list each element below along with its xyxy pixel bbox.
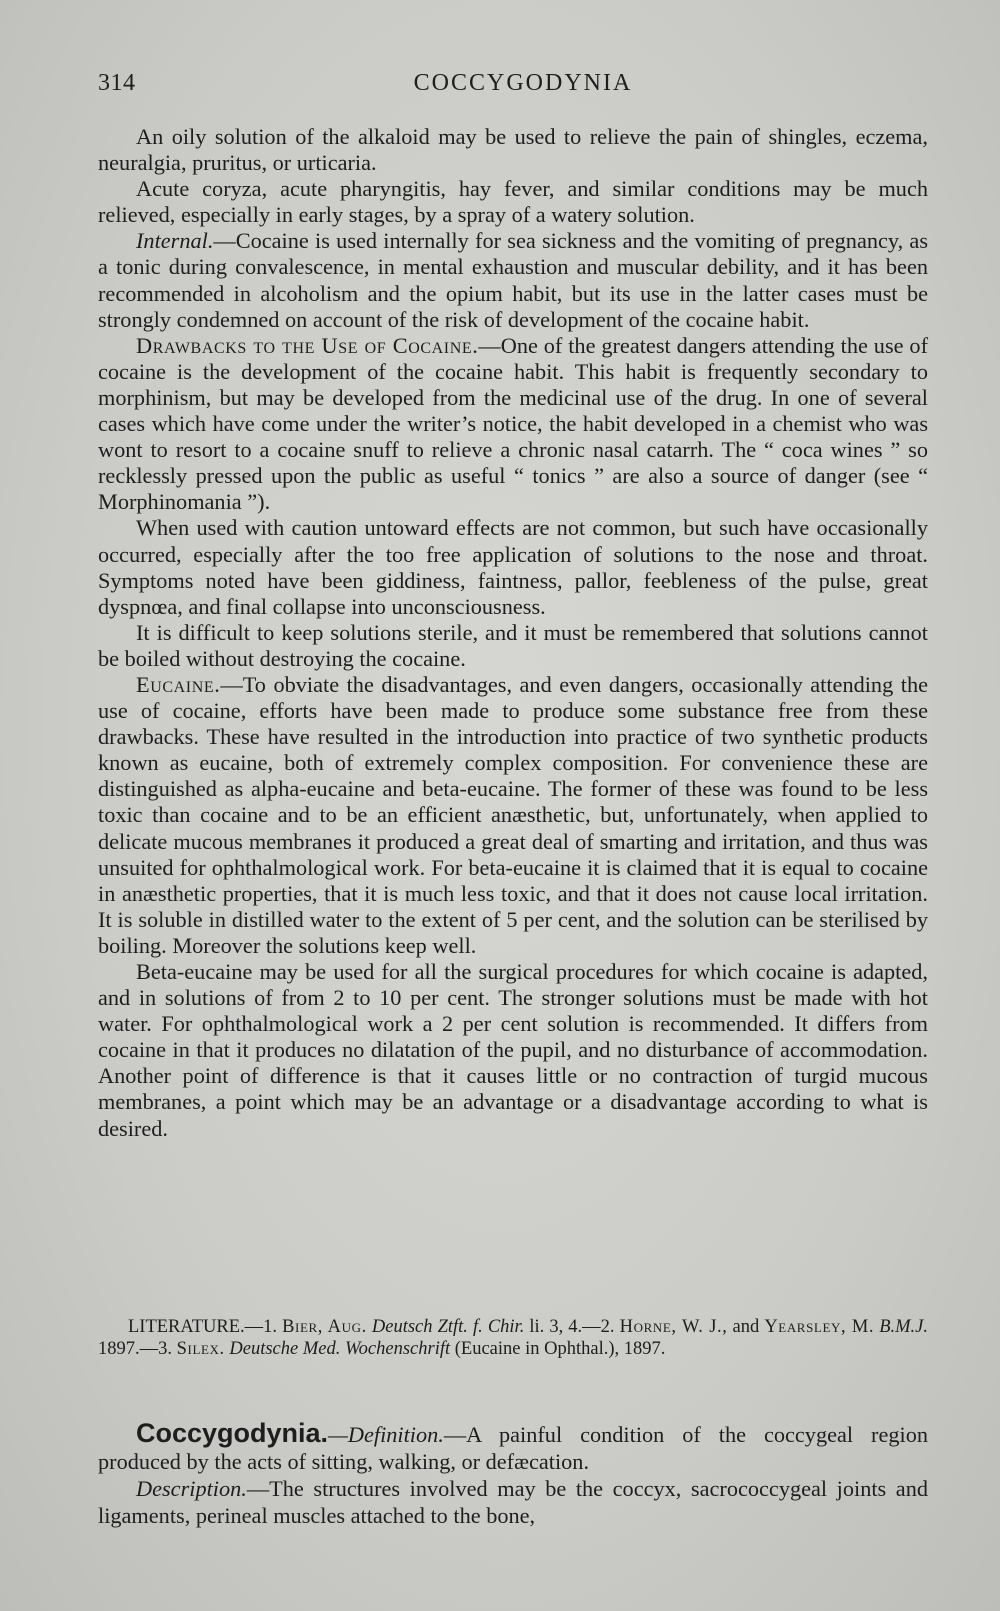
paragraph-sterile: It is difficult to keep solutions sterile, and it must be remembered that solutions cannot be boiled without destroying the cocaine. [98, 619, 928, 671]
literature-label: LITERATURE. [128, 1317, 245, 1337]
paragraph-ointment: An oily solution of the alkaloid may be used to relieve the pain of shingles, eczema, neuralgia, pruritus, or urticaria. [98, 124, 928, 176]
paragraph-untoward-effects: When used with caution untoward effects are not common, but such have occasionally occurred, especially after the too free application of solutions to the nose and throat. Symptoms noted have been giddiness, faintness, pallor, feebleness of the pulse, great dyspnœa, and final collapse into unconsciousness. [98, 515, 928, 619]
entry-coccygodynia [98, 1420, 928, 1529]
page-number: 314 [98, 70, 136, 96]
paragraph-internal: Internal.—Cocaine is used internally for sea sickness and the vomiting of pregnancy, as a tonic during convalescence, in mental exhaustion and muscular debility, and it has been recommended in alcoholism and the opium habit, but its use in the latter cases must be strongly condemned on account of the risk of development of the cocaine habit. [98, 228, 928, 332]
running-title: COCCYGODYNIA [413, 70, 633, 96]
paragraph-spray: Acute coryza, acute pharyngitis, hay fever, and similar conditions may be much relieved, especially in early stages, by a spray of a watery solution. [98, 176, 928, 228]
subheading-internal: Internal. [136, 228, 214, 254]
entry-description: Description.—The structures involved may be the coccyx, sacrococcygeal joints and ligaments, perineal muscles attached to the bone, [98, 1476, 928, 1528]
paragraph-drawbacks: Drawbacks to the Use of Cocaine.—One of the greatest dangers attending the use of cocaine is the development of the cocaine habit. This habit is frequently secondary to morphinism, but may be developed from the medicinal use of the drug. In one of several cases which have come under the writer’s notice, the habit developed in a chemist who was wont to resort to a cocaine snuff to relieve a chronic nasal catarrh. The “ coca wines ” so recklessly pressed upon the public as useful “ tonics ” are also a source of danger (see “ Morphinomania ”). [98, 332, 928, 515]
page-header [98, 70, 928, 110]
subheading-drawbacks: Drawbacks to the Use of Cocaine. [136, 332, 479, 358]
subheading-eucaine: Eucaine. [136, 671, 221, 697]
main-text [98, 124, 928, 1142]
entry-definition: Coccygodynia.—Definition.—A painful condition of the coccygeal region produced by the acts of sitting, walking, or defæcation. [98, 1418, 928, 1474]
paragraph-beta-eucaine: Beta-eucaine may be used for all the surgical procedures for which cocaine is adapted, and in solutions of from 2 to 10 per cent. The stronger solutions must be made with hot water. For ophthalmological work a 2 per cent solution is recommended. It differs from cocaine in that it produces no dilatation of the pupil, and no disturbance of accommodation. Another point of difference is that it causes little or no contraction of turgid mucous membranes, a point which may be an advantage or a disadvantage according to what is desired. [98, 959, 928, 1141]
entry-headword: Coccygodynia. [136, 1418, 329, 1448]
subheading-definition: —Definition. [328, 1422, 444, 1447]
literature-references: LITERATURE.—1. Bier, Aug. Deutsch Ztft. f. Chir. li. 3, 4.—2. Horne, W. J., and Yearsley, M. B.M.J. 1897.—3. Silex. Deutsche Med. Wochenschrift (Eucaine in Ophthal.), 1897. [98, 1317, 929, 1359]
paragraph-eucaine: Eucaine.—To obviate the disadvantages, and even dangers, occasionally attending the use of cocaine, efforts have been made to produce some substance free from these drawbacks. These have resulted in the introduction into practice of two synthetic products known as eucaine, both of extremely complex composition. For convenience these are distinguished as alpha-eucaine and beta-eucaine. The former of these was found to be less toxic than cocaine and to be an efficient anæsthetic, but, unfortunately, when applied to delicate mucous membranes it produced a great deal of smarting and irritation, and thus was unsuited for ophthalmological work. For beta-eucaine it is claimed that it is equal to cocaine in anæsthetic properties, that it is much less toxic, and that it does not cause local irritation. It is soluble in distilled water to the extent of 5 per cent, and the solution can be sterilised by boiling. Moreover the solutions keep well. [98, 671, 928, 958]
subheading-description: Description. [136, 1476, 247, 1501]
